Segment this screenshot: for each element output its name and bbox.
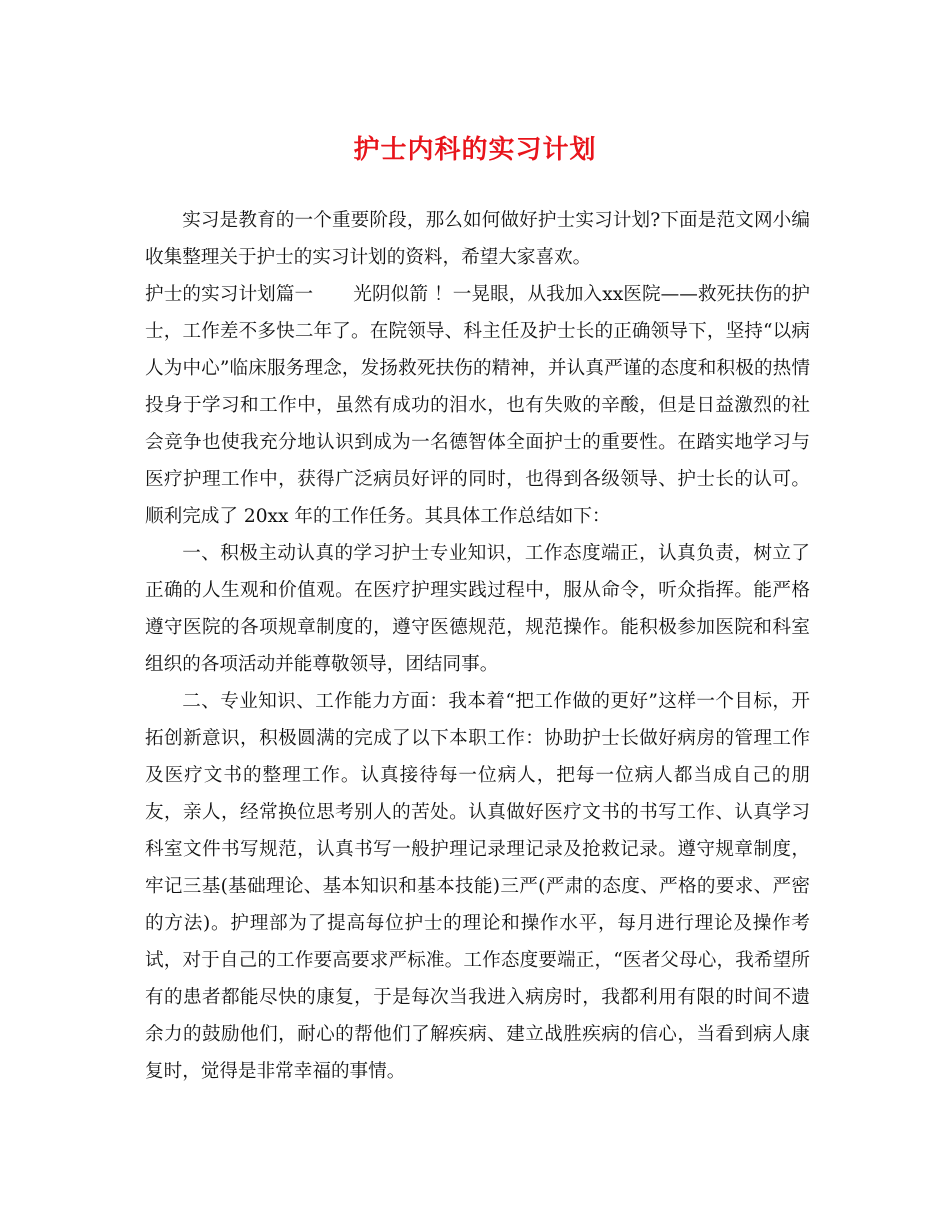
point-one-paragraph: 一、积极主动认真的学习护士专业知识，工作态度端正，认真负责，树立了正确的人生观和价值观。在医疗护理实践过程中，服从命令，听众指挥。能严格遵守医院的各项规章制度的，遵守医德规范，规范操作。能积极参加医院和科室组织的各项活动并能尊敬领导，团结同事。 — [145, 543, 810, 675]
section-text: 光阴似箭 ！一晃眼，从我加入xx医院——救死扶伤的护士，工作差不多快二年了。在院领导、科主任及护士长的正确领导下，坚持“以病人为中心”临床服务理念，发扬救死扶伤的精神，并认真严谨的态度和积极的热情投身于学习和工作中，虽然有成功的泪水，也有失败的辛酸，但是日益激烈的社会竞争也使我充分地认识到成为一名德智体全面护士的重要性。在踏实地学习与医疗护理工作中，获得广泛病员好评的同时，也得到各级领导、护士长的认可。顺利完成了 20xx 年的工作任务。其具体工作总结如下： — [145, 284, 810, 527]
intro-paragraph: 实习是教育的一个重要阶段，那么如何做好护士实习计划?下面是范文网小编收集整理关于护士的实习计划的资料，希望大家喜欢。 — [145, 210, 810, 268]
document-body — [145, 202, 810, 1090]
section-paragraph — [145, 276, 810, 535]
section-label: 护士的实习计划篇一 — [145, 284, 314, 305]
document-title: 护士内科的实习计划 — [353, 135, 597, 165]
point-two-paragraph: 二、专业知识、工作能力方面：我本着“把工作做的更好”这样一个目标，开拓创新意识，积极圆满的完成了以下本职工作：协助护士长做好病房的管理工作及医疗文书的整理工作。认真接待每一位病人，把每一位病人都当成自己的朋友，亲人，经常换位思考别人的苦处。认真做好医疗文书的书写工作、认真学习科室文件书写规范，认真书写一般护理记录理记录及抢救记录。遵守规章制度，牢记三基(基础理论、基本知识和基本技能)三严(严肃的态度、严格的要求、严密的方法)。护理部为了提高每位护士的理论和操作水平，每月进行理论及操作考试，对于自己的工作要高要求严标准。工作态度要端正，“医者父母心，我希望所有的患者都能尽快的康复，于是每次当我进入病房时，我都利用有限的时间不遗余力的鼓励他们，耐心的帮他们了解疾病、建立战胜疾病的信心，当看到病人康复时，觉得是非常幸福的事情。 — [145, 691, 810, 1082]
